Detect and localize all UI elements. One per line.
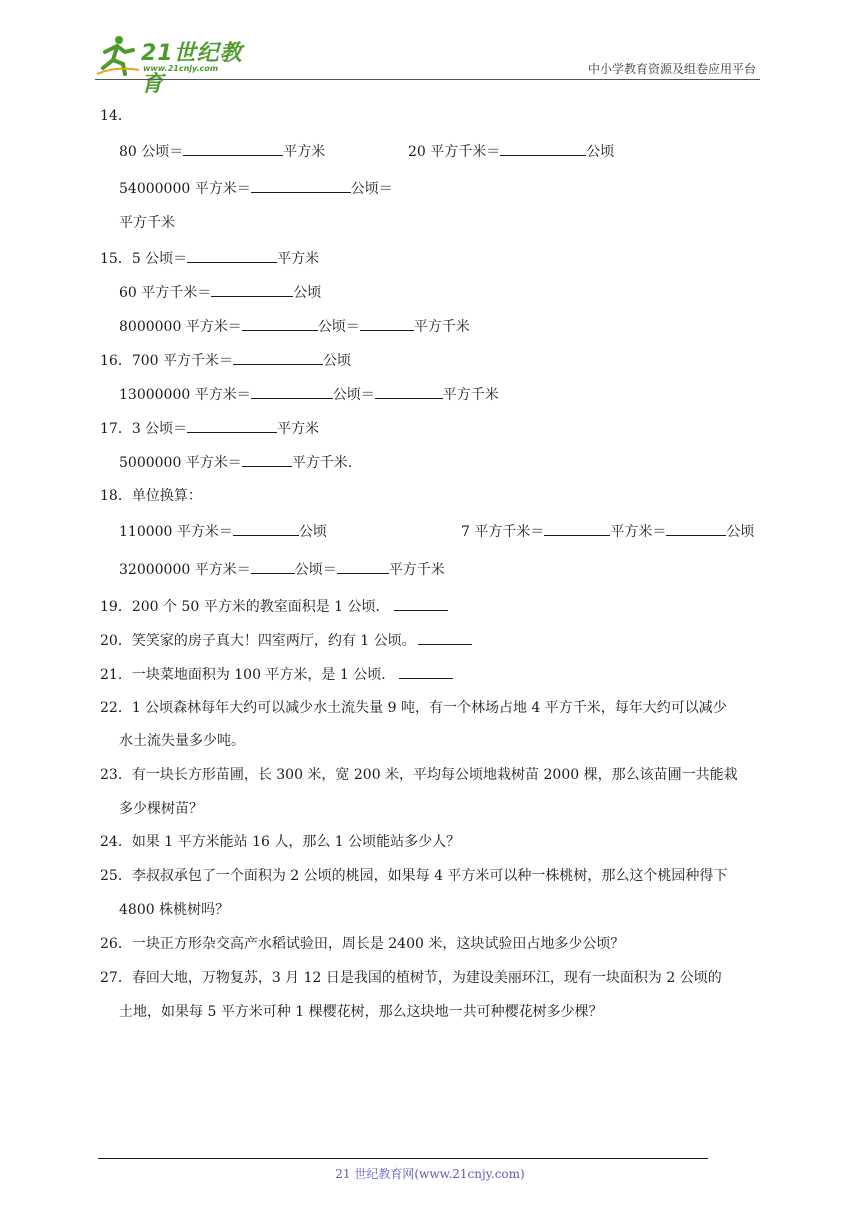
q14-line-c [119, 178, 393, 199]
q16-b-text: 13000000 平方米＝ [119, 387, 251, 403]
answer-blank[interactable] [187, 248, 277, 263]
q26: 26．一块正方形杂交高产水稻试验田，周长是 2400 米，这块试验田占地多少公顷？ [100, 936, 625, 952]
q24: 24．如果 1 平方米能站 16 人，那么 1 公顷能站多少人？ [100, 834, 461, 850]
logo-text: 21世纪教育 [141, 41, 243, 97]
q17-b-unit: 平方千米. [291, 455, 353, 471]
q14-c-text: 54000000 平方米＝ [119, 181, 251, 197]
q22-line-1: 22．1 公顷森林每年大约可以减少水土流失量 9 吨，有一个林场占地 4 平方千米，每年大约可以减少 [100, 700, 727, 716]
q17-b-text: 5000000 平方米＝ [119, 455, 242, 471]
q27-line-1: 27．春回大地，万物复苏，3 月 12 日是我国的植树节，为建设美丽环江，现有一块面积为 2 公顷的 [100, 970, 722, 986]
q18-a-text: 110000 平方米＝ [119, 524, 233, 540]
q21 [100, 664, 453, 685]
q14-a-text: 80 公顷＝ [119, 144, 184, 160]
q18-a-unit: 公顷 [298, 524, 327, 540]
q21-text: 21．一块菜地面积为 100 平方米，是 1 公顷． [100, 667, 396, 683]
q15-c-unit: 公顷＝ [317, 319, 360, 335]
answer-blank[interactable] [183, 141, 283, 156]
q20 [100, 630, 472, 651]
q17-a-unit: 平方米 [277, 421, 320, 437]
q15-line-b [119, 282, 321, 303]
logo [95, 34, 265, 97]
q16-b-unit: 公顷＝ [332, 387, 375, 403]
q19 [100, 596, 448, 617]
answer-blank[interactable] [251, 178, 351, 193]
footer-divider [98, 1158, 708, 1159]
answer-blank[interactable] [666, 521, 726, 536]
q14-line-d: 平方千米 [119, 215, 175, 231]
q14-line-a [119, 141, 325, 162]
q17-a-text: 17．3 公顷＝ [100, 421, 188, 437]
q15-c-unit2: 平方千米 [413, 319, 470, 335]
answer-blank[interactable] [500, 141, 586, 156]
q17-line-b [119, 452, 352, 473]
q15-line-c [119, 316, 470, 337]
q15-b-text: 60 平方千米＝ [119, 285, 212, 301]
q18-c-unit2: 平方千米 [388, 562, 445, 578]
page-header [95, 30, 760, 97]
answer-blank[interactable] [394, 596, 448, 611]
q14-c-unit: 公顷＝ [350, 181, 393, 197]
q16-a-unit: 公顷 [323, 353, 351, 369]
q15-a-unit: 平方米 [277, 251, 320, 267]
answer-blank[interactable] [251, 559, 295, 574]
answer-blank[interactable] [211, 282, 293, 297]
q18-b-unit: 平方米＝ [610, 524, 667, 540]
platform-name: 中小学教育资源及组卷应用平台 [587, 62, 756, 76]
q16-a-text: 16．700 平方千米＝ [100, 353, 233, 369]
q14-b-text: 20 平方千米＝ [408, 144, 501, 160]
answer-blank[interactable] [251, 384, 333, 399]
answer-blank[interactable] [242, 452, 292, 467]
answer-blank[interactable] [233, 350, 323, 365]
answer-blank[interactable] [399, 664, 453, 679]
q18-line-a [119, 521, 327, 542]
answer-blank[interactable] [544, 521, 610, 536]
q16-b-unit2: 平方千米 [442, 387, 499, 403]
q15-b-unit: 公顷 [293, 285, 322, 301]
q15-c-text: 8000000 平方米＝ [119, 319, 242, 335]
answer-blank[interactable] [360, 316, 414, 331]
q15-line-a [100, 248, 319, 269]
q18-b-text: 7 平方千米＝ [461, 524, 545, 540]
q27-line-2: 土地，如果每 5 平方米可种 1 棵樱花树，那么这块地一共可种樱花树多少棵？ [119, 1004, 603, 1020]
q18-title: 18．单位换算： [100, 488, 202, 504]
q16-line-a [100, 350, 351, 371]
footer-link[interactable]: 21 世纪教育网(www.21cnjy.com) [335, 1167, 525, 1181]
q17-line-a [100, 418, 319, 439]
q18-c-unit: 公顷＝ [294, 562, 337, 578]
q14-number: 14． [100, 108, 132, 124]
logo-url: www.21cnjy.com [143, 64, 219, 73]
answer-blank[interactable] [375, 384, 443, 399]
header-divider [95, 79, 760, 80]
answer-blank[interactable] [233, 521, 299, 536]
q14-a-unit: 平方米 [283, 144, 326, 160]
q16-line-b [119, 384, 499, 405]
q19-text: 19．200 个 50 平方米的教室面积是 1 公顷． [100, 599, 390, 615]
q23-line-2: 多少棵树苗？ [119, 801, 203, 817]
q14-line-b [408, 141, 614, 162]
answer-blank[interactable] [337, 559, 389, 574]
q18-c-text: 32000000 平方米＝ [119, 562, 251, 578]
q23-line-1: 23．有一块长方形苗圃，长 300 米，宽 200 米，平均每公顷地栽树苗 2000 棵，那么该苗圃一共能栽 [100, 767, 738, 783]
q25-line-2: 4800 株桃树吗？ [119, 902, 230, 918]
runner-logo-icon [95, 34, 141, 78]
answer-blank[interactable] [418, 630, 472, 645]
answer-blank[interactable] [187, 418, 277, 433]
answer-blank[interactable] [242, 316, 318, 331]
q15-a-text: 15．5 公顷＝ [100, 251, 188, 267]
q25-line-1: 25．李叔叔承包了一个面积为 2 公顷的桃园，如果每 4 平方米可以种一株桃树，那么这个桃园种得下 [100, 868, 728, 884]
q14-b-unit: 公顷 [586, 144, 615, 160]
q20-text: 20．笑笑家的房子真大！四室两厅，约有 1 公顷。 [100, 633, 416, 649]
q18-line-b [461, 521, 754, 542]
q18-line-c [119, 559, 445, 580]
q18-b-unit2: 公顷 [726, 524, 755, 540]
q22-line-2: 水土流失量多少吨。 [119, 733, 245, 749]
